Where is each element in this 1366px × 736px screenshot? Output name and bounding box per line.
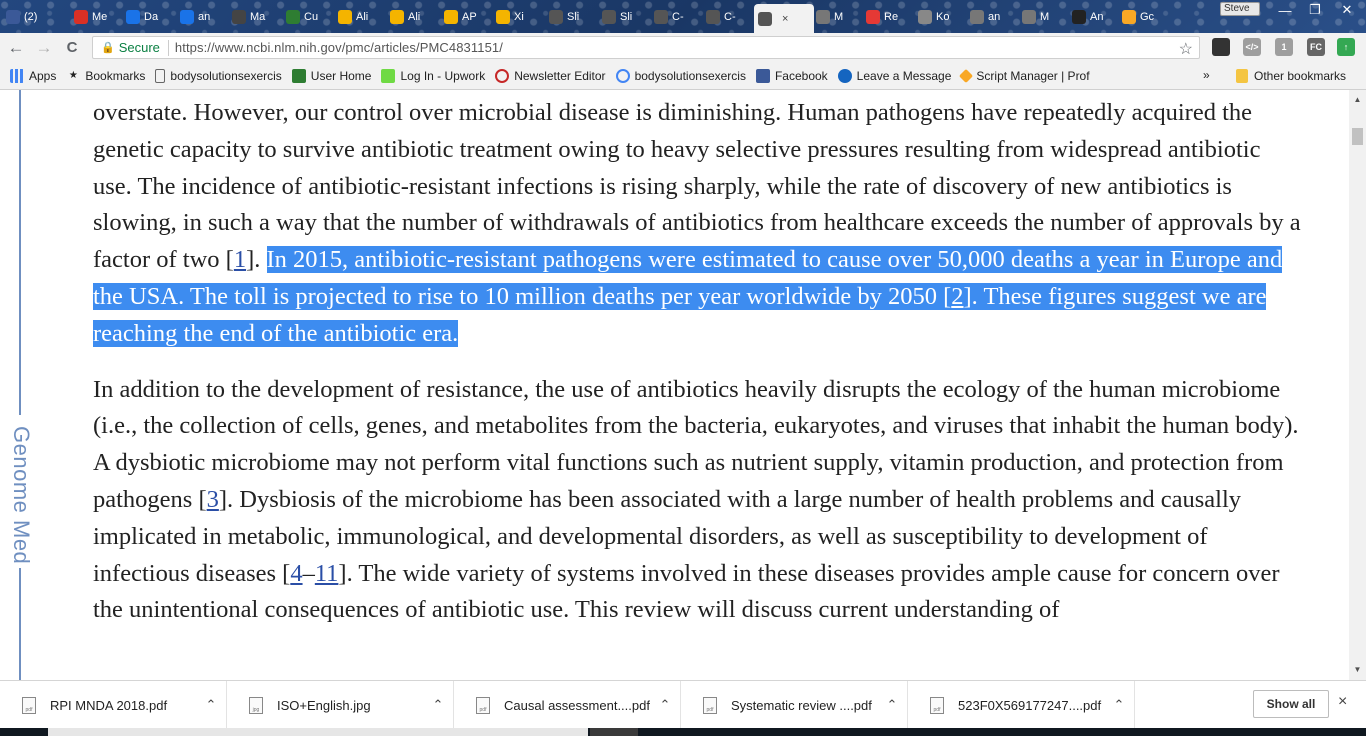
mask-extension-icon[interactable] [1212,38,1230,56]
tab-close-icon[interactable]: × [782,12,789,25]
download-filename: Systematic review ....pdf [731,697,872,713]
document-icon [338,10,352,24]
body-text: In addition to the development of resistance, the use of antibiotics heavily disrupts the ecology of the human microbiome (i.e., the collection of cells, genes, and metabolites from the bacteria, eukaryotes, and viruses that inhabit the human body). A dysbiotic microbiome may not perform vital functions such as nutrient supply, vitamin production, and protection from pathogens [ [93,375,1299,513]
sparkle-icon [959,68,973,82]
url-text[interactable]: https://www.ncbi.nlm.nih.gov/pmc/articles/PMC4831151/ [174,40,503,55]
download-item[interactable] [456,681,681,729]
tab-title: Ma [250,11,266,23]
amazon-icon [1072,10,1086,24]
page-icon [155,69,165,83]
download-shelf [0,680,1366,728]
tab-title: M [1040,11,1050,23]
journal-label: Genome Med [9,425,34,565]
bookmark-label: bodysolutionsexercis [634,68,746,83]
tab-title: An [1090,11,1104,23]
paragraph-microbiome [93,372,1303,630]
download-filename: ISO+English.jpg [277,697,371,713]
os-taskbar [0,728,1366,736]
tab-title: AP [462,11,477,23]
reference-link-3[interactable]: 3 [206,485,219,513]
tab-title: Sli [620,11,633,23]
secure-label: Secure [118,40,160,55]
bookmark-item[interactable] [381,69,485,83]
facebook-icon [6,10,20,24]
tab-18[interactable] [966,6,1018,28]
body-text: ]. Dysbiosis of the microbiome has been associated with a large number of health problems and causally implicated in metabolic, immunological, and developmental disorders, as well as susceptibility to development of infectious diseases [ [93,485,1242,587]
reference-link-2[interactable]: 2 [951,282,964,310]
pdf-file-icon: pdf [22,697,36,714]
bookmark-label: User Home [310,68,372,83]
folder-icon [1236,69,1248,83]
dots-icon [126,10,140,24]
download-filename: 523F0X569177247....pdf [958,697,1102,713]
scroll-down-icon[interactable]: ▼ [1353,664,1362,674]
reference-range-dash: – [302,559,315,587]
download-menu-chevron-icon[interactable]: ⌃ [432,697,444,712]
tab-0[interactable] [2,6,54,28]
bookmark-item[interactable] [155,69,281,83]
slides-icon [706,10,720,24]
tab-2[interactable] [122,6,174,28]
page-icon [1022,10,1036,24]
feather-icon [292,69,306,83]
download-menu-chevron-icon[interactable]: ⌃ [886,697,898,712]
bookmark-list [0,69,1090,83]
bookmark-label: bodysolutionsexercis [170,68,282,83]
tab-15[interactable] [812,6,864,28]
page-icon [816,10,830,24]
bookmark-item[interactable] [961,69,1089,83]
maximize-button[interactable]: ❐ [1309,2,1321,17]
tab-13[interactable] [702,6,754,28]
tab-title: Cu [304,11,319,23]
tab-9[interactable] [492,6,544,28]
taskbar-item[interactable] [48,728,588,736]
journal-rule [19,90,21,415]
bookmark-label: Log In - Upwork [400,68,486,83]
chat-icon [838,69,852,83]
slides-icon [654,10,668,24]
download-filename: RPI MNDA 2018.pdf [50,697,168,713]
document-icon [390,10,404,24]
tab-title: Re [884,11,899,23]
tab-title: Gc [1140,11,1155,23]
download-item[interactable] [910,681,1135,729]
tab-title: (2) [24,11,38,23]
reference-link-1[interactable]: 1 [233,246,247,274]
other-bookmarks[interactable] [1236,62,1346,90]
address-divider [168,40,169,56]
download-filename: Causal assessment....pdf [504,697,650,713]
download-menu-chevron-icon[interactable]: ⌃ [205,697,217,712]
calendar-icon [74,10,88,24]
bookmark-label: Leave a Message [856,68,952,83]
tab-6[interactable] [334,6,386,28]
tab-19[interactable] [1018,6,1070,28]
reference-link-4[interactable]: 4 [290,559,303,587]
show-all-downloads-button[interactable]: Show all [1253,690,1329,718]
bookmark-item[interactable] [756,69,828,83]
body-text: overstate. However, our control over microbial disease is diminishing. Human pathogens have repeatedly acquired the genetic capacity to survive antibiotic treatment owing to heavy selective pressures resulting from widespread antibiotic use. The incidence of antibiotic-resistant infections is rising sharply, while the rate of discovery of new antibiotics is slowing, in such a way that the number of withdrawals of antibiotics from healthcare exceeds the number of approvals by a factor of two [ [93,99,1301,274]
body-text: In 2015, antibiotic-resistant pathogens were estimated to cause over 50,000 deaths a year in Europe and the USA. The toll is projected to rise to 10 million deaths per year worldwide by 2050 [ [93,246,1283,310]
forward-arrow-icon: → [35,37,53,57]
tab-16[interactable] [862,6,914,28]
tab-title: Sli [567,11,580,23]
bookmark-label: Newsletter Editor [514,68,606,83]
address-bar[interactable] [92,36,1200,59]
taskbar-item[interactable] [590,728,638,736]
reload-button[interactable] [60,36,84,60]
upwork-icon [381,69,395,83]
download-menu-chevron-icon[interactable]: ⌃ [659,697,671,712]
image-file-icon: jpg [249,697,263,714]
tab-title: Ko [936,11,950,23]
bookmark-item[interactable] [616,69,746,83]
bookmark-item[interactable] [292,69,372,83]
pdf-file-icon: pdf [930,697,944,714]
tab-3[interactable] [176,6,228,28]
tab-11[interactable] [598,6,650,28]
slides-icon [602,10,616,24]
reload-icon: C [66,39,78,56]
scroll-thumb[interactable] [1352,128,1363,145]
bookmark-label: Bookmarks [85,68,146,83]
tab-1[interactable] [70,6,122,28]
bird-icon [1122,10,1136,24]
download-item[interactable] [2,681,227,729]
tab-title: Ali [408,11,421,23]
browser-toolbar [0,33,1366,62]
fc-extension-icon[interactable]: FC [1307,38,1325,56]
google-icon [616,69,630,83]
bookmark-label: Apps [29,68,57,83]
tab-10[interactable] [545,6,597,28]
tab-title: an [198,11,211,23]
upload-extension-icon[interactable]: ↑ [1337,38,1355,56]
tab-title: Me [92,11,108,23]
tab-21[interactable] [1118,6,1170,28]
download-item[interactable] [683,681,908,729]
tab-title: M [834,11,844,23]
page-scrollbar[interactable] [1349,90,1366,680]
more-bookmarks-button[interactable]: » [1203,68,1210,82]
forward-button[interactable] [32,36,56,60]
back-arrow-icon: ← [7,37,25,57]
profile-button[interactable]: Steve [1220,2,1260,16]
tab-title: an [988,11,1001,23]
page-icon [970,10,984,24]
close-window-button[interactable]: ✕ [1341,2,1353,17]
download-item[interactable] [229,681,454,729]
download-menu-chevron-icon[interactable]: ⌃ [1113,697,1125,712]
circle-icon [918,10,932,24]
scroll-up-icon[interactable]: ▲ [1353,94,1362,104]
body-text: ]. [246,246,267,274]
tab-strip [0,0,1366,33]
close-shelf-icon[interactable]: × [1338,693,1348,710]
dots-icon [180,10,194,24]
bookmark-label: Facebook [774,68,828,83]
other-bookmarks-label: Other bookmarks [1254,69,1347,83]
tab-4[interactable] [228,6,280,28]
body-text: ]. These figures suggest we are reaching the end of the antibiotic era. [93,282,1267,347]
leaf-icon [286,10,300,24]
slides-icon [549,10,563,24]
tab-title: C- [724,11,736,23]
tab-17[interactable] [914,6,966,28]
bookmark-item[interactable] [66,69,145,83]
lock-icon: 🔒 [101,42,115,54]
reference-link-11[interactable]: 11 [314,559,339,587]
bookmark-item[interactable] [838,69,952,83]
mail-icon [232,10,246,24]
tab-5[interactable] [282,6,334,28]
tab-8[interactable] [440,6,492,28]
tab-title: Xi [514,11,524,23]
tab-20[interactable] [1068,6,1120,28]
journal-rule [19,568,21,680]
document-icon [444,10,458,24]
apps-icon [10,69,24,83]
tab-12[interactable] [650,6,702,28]
facebook-icon [756,69,770,83]
bookmarks-bar [0,62,1366,90]
shield-extension-icon[interactable]: 1 [1275,38,1293,56]
code-extension-icon[interactable]: </> [1243,38,1261,56]
bookmark-label: Script Manager | Prof [976,68,1090,83]
article-body [93,95,1303,648]
star-icon: ★ [68,70,78,81]
tab-title: Da [144,11,159,23]
pdf-file-icon: pdf [703,697,717,714]
slides-icon [758,12,772,26]
pdf-file-icon: pdf [476,697,490,714]
paragraph-intro [93,95,1303,353]
back-button[interactable] [4,36,28,60]
tab-7[interactable] [386,6,438,28]
bookmark-item[interactable] [495,69,605,83]
bookmark-item[interactable] [10,69,56,83]
article-viewport [0,90,1366,680]
record-icon [866,10,880,24]
newsletter-icon [495,69,509,83]
body-text: ]. The wide variety of systems involved in these diseases provides ample cause for concern over the unintentional consequences of antibiotic use. This review will discuss current understanding of [93,559,1280,624]
document-icon [496,10,510,24]
selected-text [93,246,1282,347]
tab-14[interactable] [754,4,814,33]
bookmark-star-icon[interactable]: ☆ [1178,41,1193,58]
tab-title: C- [672,11,684,23]
tab-title: Ali [356,11,369,23]
minimize-button[interactable]: — [1278,2,1292,18]
